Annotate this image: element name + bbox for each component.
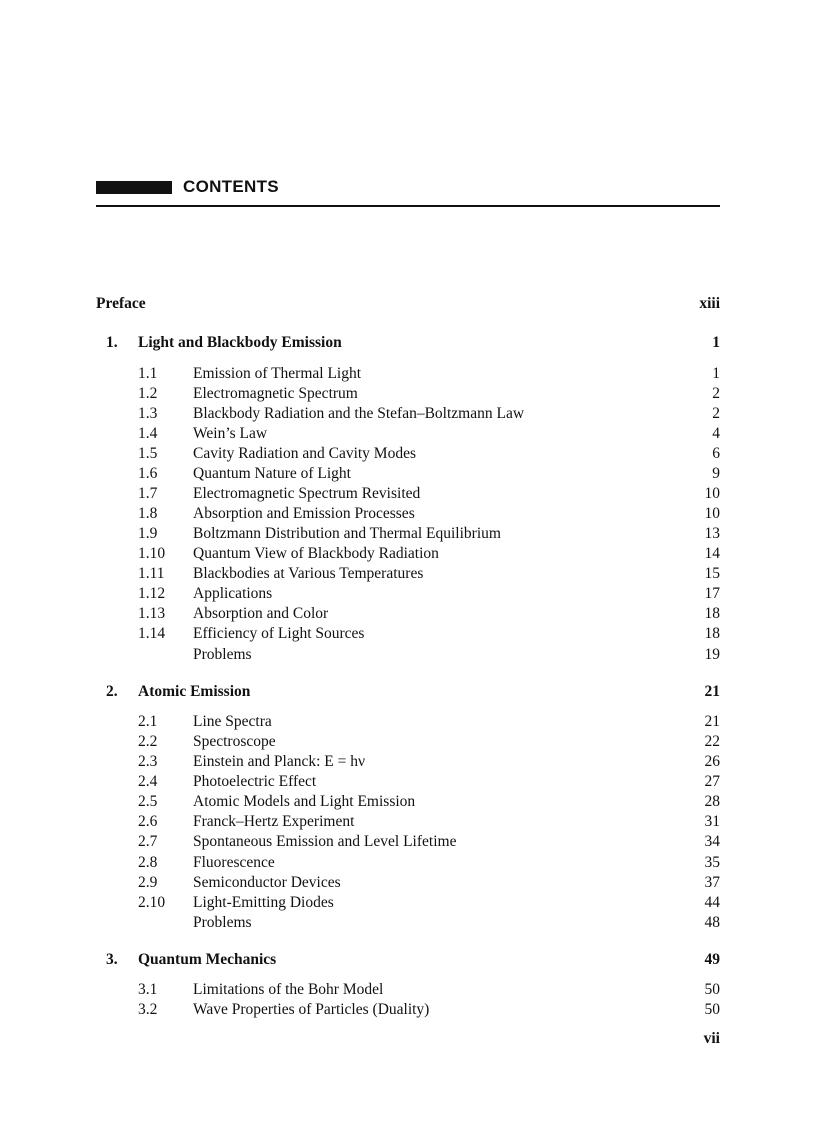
section-page: 17 bbox=[704, 585, 720, 602]
chapter-page: 1 bbox=[712, 334, 720, 351]
section-entry[interactable] bbox=[0, 1000, 816, 1020]
section-number: 1.1 bbox=[138, 365, 158, 382]
section-page: 31 bbox=[704, 813, 720, 830]
section-entry[interactable] bbox=[0, 564, 816, 584]
section-page: 44 bbox=[704, 894, 720, 911]
section-page: 50 bbox=[704, 1001, 720, 1018]
section-title: Spectroscope bbox=[193, 733, 276, 750]
section-title: Wave Properties of Particles (Duality) bbox=[193, 1001, 430, 1018]
section-number: 1.12 bbox=[138, 585, 166, 602]
section-number: 2.10 bbox=[138, 894, 166, 911]
header-decorative-bar bbox=[96, 181, 172, 194]
section-page: 2 bbox=[712, 405, 720, 422]
section-entry[interactable] bbox=[0, 752, 816, 772]
section-title: Blackbody Radiation and the Stefan–Boltzmann Law bbox=[193, 405, 525, 422]
section-page: 10 bbox=[704, 485, 720, 502]
chapter-title: Quantum Mechanics bbox=[138, 951, 277, 968]
section-number: 1.8 bbox=[138, 505, 158, 522]
section-title: Wein’s Law bbox=[193, 425, 268, 442]
section-entry-problems[interactable] bbox=[0, 913, 816, 933]
section-title: Applications bbox=[193, 585, 273, 602]
preface-entry[interactable] bbox=[0, 294, 816, 314]
section-title: Quantum View of Blackbody Radiation bbox=[193, 545, 439, 562]
section-page: 1 bbox=[712, 365, 720, 382]
section-title: Absorption and Emission Processes bbox=[193, 505, 415, 522]
section-title: Quantum Nature of Light bbox=[193, 465, 351, 482]
section-entry[interactable] bbox=[0, 544, 816, 564]
section-entry[interactable] bbox=[0, 832, 816, 852]
section-number: 1.9 bbox=[138, 525, 158, 542]
section-title: Problems bbox=[193, 914, 252, 931]
section-title: Einstein and Planck: E = hν bbox=[193, 753, 366, 770]
section-number: 1.7 bbox=[138, 485, 158, 502]
chapter-title: Light and Blackbody Emission bbox=[138, 334, 342, 351]
section-entry[interactable] bbox=[0, 772, 816, 792]
header-rule bbox=[96, 205, 720, 207]
section-number: 1.14 bbox=[138, 625, 166, 642]
section-entry[interactable] bbox=[0, 893, 816, 913]
section-title: Light-Emitting Diodes bbox=[193, 894, 334, 911]
section-entry[interactable] bbox=[0, 792, 816, 812]
section-entry[interactable] bbox=[0, 624, 816, 644]
section-page: 34 bbox=[704, 833, 720, 850]
section-number: 1.3 bbox=[138, 405, 158, 422]
section-entry[interactable] bbox=[0, 980, 816, 1000]
section-title: Semiconductor Devices bbox=[193, 874, 341, 891]
chapter-number: 2. bbox=[106, 683, 118, 700]
section-number: 1.10 bbox=[138, 545, 166, 562]
section-title: Limitations of the Bohr Model bbox=[193, 981, 384, 998]
section-page: 26 bbox=[704, 753, 720, 770]
section-page: 28 bbox=[704, 793, 720, 810]
chapter-entry[interactable] bbox=[0, 682, 816, 702]
section-title: Electromagnetic Spectrum bbox=[193, 385, 358, 402]
section-page: 18 bbox=[704, 605, 720, 622]
section-number: 3.2 bbox=[138, 1001, 158, 1018]
section-title: Cavity Radiation and Cavity Modes bbox=[193, 445, 417, 462]
section-number: 1.4 bbox=[138, 425, 158, 442]
chapter-number: 3. bbox=[106, 951, 118, 968]
section-page: 14 bbox=[704, 545, 720, 562]
section-title: Problems bbox=[193, 646, 252, 663]
section-page: 37 bbox=[704, 874, 720, 891]
section-number: 2.5 bbox=[138, 793, 158, 810]
section-number: 1.6 bbox=[138, 465, 158, 482]
section-page: 19 bbox=[704, 646, 720, 663]
section-page: 10 bbox=[704, 505, 720, 522]
section-page: 2 bbox=[712, 385, 720, 402]
section-page: 13 bbox=[704, 525, 720, 542]
section-entry[interactable] bbox=[0, 524, 816, 544]
section-number: 1.2 bbox=[138, 385, 158, 402]
chapter-page: 21 bbox=[704, 683, 720, 700]
section-number: 2.9 bbox=[138, 874, 158, 891]
section-page: 21 bbox=[704, 713, 720, 730]
section-number: 2.6 bbox=[138, 813, 158, 830]
section-number: 1.5 bbox=[138, 445, 158, 462]
section-entry[interactable] bbox=[0, 712, 816, 732]
section-number: 2.2 bbox=[138, 733, 158, 750]
section-entry[interactable] bbox=[0, 604, 816, 624]
section-entry[interactable] bbox=[0, 364, 816, 384]
section-number: 2.7 bbox=[138, 833, 158, 850]
section-page: 48 bbox=[704, 914, 720, 931]
section-number: 2.8 bbox=[138, 854, 158, 871]
section-number: 2.3 bbox=[138, 753, 158, 770]
preface-page: xiii bbox=[699, 295, 720, 312]
section-title: Emission of Thermal Light bbox=[193, 365, 362, 382]
section-page: 9 bbox=[712, 465, 720, 482]
preface-label: Preface bbox=[96, 295, 146, 312]
chapter-entry[interactable] bbox=[0, 950, 816, 970]
section-entry-problems[interactable] bbox=[0, 645, 816, 665]
section-entry[interactable] bbox=[0, 444, 816, 464]
section-page: 15 bbox=[704, 565, 720, 582]
section-title: Line Spectra bbox=[193, 713, 272, 730]
chapter-number: 1. bbox=[106, 334, 118, 351]
section-title: Photoelectric Effect bbox=[193, 773, 317, 790]
section-page: 35 bbox=[704, 854, 720, 871]
chapter-entry[interactable] bbox=[0, 333, 816, 353]
section-number: 3.1 bbox=[138, 981, 158, 998]
section-number: 1.13 bbox=[138, 605, 166, 622]
page-title: CONTENTS bbox=[183, 177, 279, 196]
section-page: 4 bbox=[712, 425, 720, 442]
section-entry[interactable] bbox=[0, 424, 816, 444]
section-number: 1.11 bbox=[138, 565, 165, 582]
section-number: 2.1 bbox=[138, 713, 158, 730]
section-entry[interactable] bbox=[0, 384, 816, 404]
section-title: Spontaneous Emission and Level Lifetime bbox=[193, 833, 457, 850]
section-page: 6 bbox=[712, 445, 720, 462]
chapter-page: 49 bbox=[704, 951, 720, 968]
section-page: 27 bbox=[704, 773, 720, 790]
section-title: Atomic Models and Light Emission bbox=[193, 793, 416, 810]
section-title: Blackbodies at Various Temperatures bbox=[193, 565, 424, 582]
section-entry[interactable] bbox=[0, 853, 816, 873]
page-number: vii bbox=[703, 1030, 720, 1047]
section-entry[interactable] bbox=[0, 404, 816, 424]
section-title: Efficiency of Light Sources bbox=[193, 625, 365, 642]
section-title: Franck–Hertz Experiment bbox=[193, 813, 355, 830]
section-page: 50 bbox=[704, 981, 720, 998]
section-entry[interactable] bbox=[0, 584, 816, 604]
chapter-title: Atomic Emission bbox=[138, 683, 251, 700]
section-title: Fluorescence bbox=[193, 854, 275, 871]
section-title: Electromagnetic Spectrum Revisited bbox=[193, 485, 421, 502]
section-title: Absorption and Color bbox=[193, 605, 329, 622]
section-entry[interactable] bbox=[0, 484, 816, 504]
section-entry[interactable] bbox=[0, 464, 816, 484]
section-entry[interactable] bbox=[0, 873, 816, 893]
section-page: 18 bbox=[704, 625, 720, 642]
section-title: Boltzmann Distribution and Thermal Equilibrium bbox=[193, 525, 501, 542]
section-entry[interactable] bbox=[0, 504, 816, 524]
section-number: 2.4 bbox=[138, 773, 158, 790]
section-page: 22 bbox=[704, 733, 720, 750]
section-entry[interactable] bbox=[0, 812, 816, 832]
section-entry[interactable] bbox=[0, 732, 816, 752]
